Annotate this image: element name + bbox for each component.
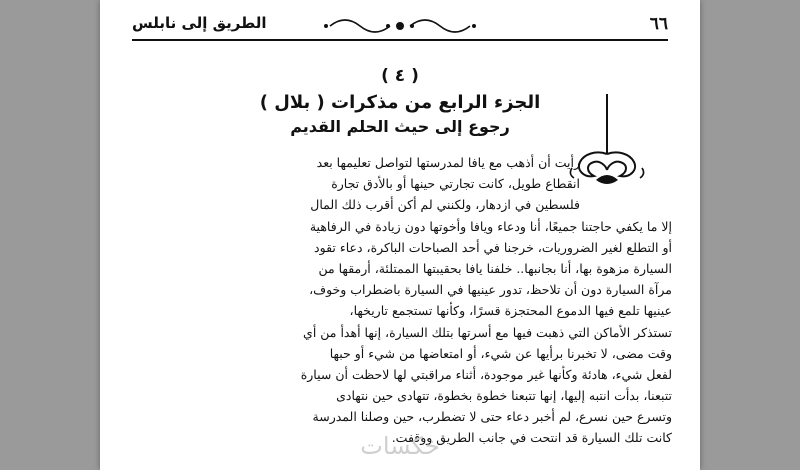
- body-line: عينيها تلمع فيها الدموع المحتجزة قسرًا، وكأنها تستجمع تاريخها،: [349, 303, 672, 319]
- page-header: [132, 12, 668, 42]
- body-line: وقت مضى، لا تخبرنا برأيها عن شيء، أو امتعاضها من شيء أو حبها: [329, 345, 672, 361]
- chapter-subtitle: رجوع إلى حيث الحلم القديم: [290, 117, 510, 136]
- body-line: انقطاع طويل، كانت تجارتي حينها أو بالأدق تجارة: [331, 176, 580, 192]
- body-line: أو التطلع لغير الضروريات، خرجنا في أحد الصباحات الباكرة، دعاء تقود: [314, 239, 672, 255]
- body-line: لفعل شيء، هادئة وكأنها غير موجودة، أثناء مراقبتي لها لاحظت أن سيارة: [300, 366, 672, 382]
- body-line: تستذكر الأماكن التي ذهبت فيها مع أسرتها بتلك السيارة، إنها أهدأ من أي: [303, 324, 672, 340]
- body-line: وتسرع حين نسرع، لم أخبر دعاء حتى لا تضطرب، حين وصلنا المدرسة: [312, 409, 672, 425]
- page-number: ٦٦: [649, 14, 668, 34]
- body-line: السيارة مزهوة بها، أنا بجانبها.. خلفنا يافا بحقيبتها الممتلئة، أرمقها من: [318, 260, 672, 276]
- header-ornament-icon: [320, 8, 480, 38]
- body-line: تتبعنا، بدأت انتبه إليها، إنها تتبعنا خطوة بخطوة، تتهادى حين نتهادى: [336, 388, 672, 404]
- body-text: [128, 152, 672, 449]
- book-page: [100, 0, 700, 470]
- header-rule: [132, 39, 668, 41]
- site-watermark: خكسات: [360, 432, 440, 460]
- chapter-number: ( ٤ ): [381, 66, 419, 86]
- body-line: إلا ما يكفي حاجتنا جميعًا، أنا ودعاء ويافا وأخوتها دون زيادة في الرفاهية: [309, 218, 672, 234]
- body-line: فلسطين في ازدهار، ولكنني لم أكن أقرب ذلك المال: [310, 197, 580, 213]
- chapter-title: الجزء الرابع من مذكرات ( بلال ): [259, 92, 541, 113]
- body-line: مرآة السيارة دون أن تلاحظ، تدور عينيها في السيارة باضطراب وخوف،: [309, 282, 672, 298]
- running-book-title: الطريق إلى نابلس: [132, 14, 267, 32]
- body-line: كانت تلك السيارة قد انتحت في جانب الطريق ووقفت.: [391, 430, 672, 446]
- body-line: رأيت أن أذهب مع يافا لمدرستها لتواصل تعليمها بعد: [316, 155, 580, 170]
